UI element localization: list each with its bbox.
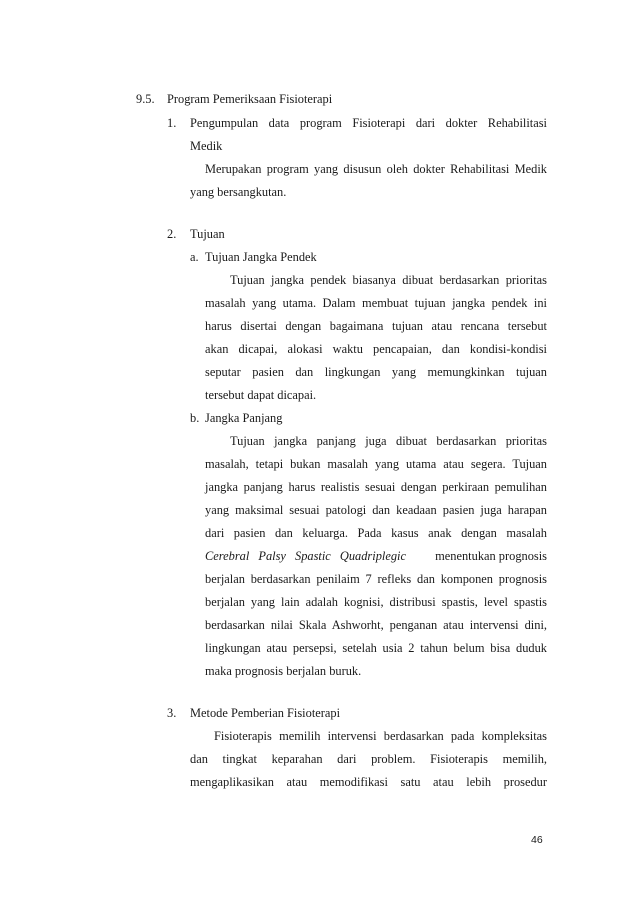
item3-para-line: Fisioterapis memilih intervensi berdasarkan pada kompleksitas bbox=[214, 729, 547, 743]
item2a-para-line: masalah yang utama. Dalam membuat tujuan jangka pendek ini bbox=[205, 296, 547, 310]
item3-para-line: mengaplikasikan atau memodifikasi satu atau lebih prosedur bbox=[190, 775, 547, 789]
item2b-para-line: dari pasien dan keluarga. Pada kasus anak dengan masalah bbox=[205, 526, 547, 540]
item2a-para-line: Tujuan jangka pendek biasanya dibuat berdasarkan prioritas bbox=[230, 273, 547, 287]
item2b-title: Jangka Panjang bbox=[205, 411, 283, 425]
item1-title-line1: Pengumpulan data program Fisioterapi dari dokter Rehabilitasi bbox=[190, 116, 547, 130]
page-number: 46 bbox=[531, 834, 543, 846]
item3-para-line: dan tingkat keparahan dari problem. Fisioterapis memilih, bbox=[190, 752, 547, 766]
item2b-para-line: masalah, tetapi bukan masalah yang utama atau segera. Tujuan bbox=[205, 457, 547, 471]
item2a-para-line: harus disertai dengan bagaimana tujuan atau rencana tersebut bbox=[205, 319, 547, 333]
item2-number: 2. bbox=[167, 227, 177, 241]
item1-title-line2: Medik bbox=[190, 139, 223, 153]
italic-term: Cerebral Palsy Spastic Quadriplegic bbox=[205, 549, 406, 563]
item3-title: Metode Pemberian Fisioterapi bbox=[190, 706, 341, 720]
item1-para-line: yang bersangkutan. bbox=[190, 185, 287, 199]
item2b-para-tail: menentukan prognosis bbox=[435, 549, 547, 563]
item2a-para-line: tersebut dapat dicapai. bbox=[205, 388, 317, 402]
item2b-para-line: berdasarkan nilai Skala Ashworht, penganan atau intervensi dini, bbox=[205, 618, 547, 632]
item2b-para-line: maka prognosis berjalan buruk. bbox=[205, 664, 362, 678]
item2b-para-line: lingkungan atau persepsi, setelah usia 2 tahun belum bisa duduk bbox=[205, 641, 547, 655]
item1-para-line: Merupakan program yang disusun oleh dokter Rehabilitasi Medik bbox=[205, 162, 547, 176]
item2b-para-line: Tujuan jangka panjang juga dibuat berdasarkan prioritas bbox=[230, 434, 547, 448]
item1-number: 1. bbox=[167, 116, 177, 130]
item2a-title: Tujuan Jangka Pendek bbox=[205, 250, 317, 264]
item2b-label: b. bbox=[190, 411, 200, 425]
section-title: Program Pemeriksaan Fisioterapi bbox=[167, 92, 333, 106]
item2-title: Tujuan bbox=[190, 227, 225, 241]
section-number: 9.5. bbox=[136, 92, 155, 106]
item2b-para-line: berjalan berdasarkan penilaim 7 refleks dan komponen prognosis bbox=[205, 572, 547, 586]
item2a-para-line: seputar pasien dan lingkungan yang memungkinkan tujuan bbox=[205, 365, 547, 379]
item2b-para-line: yang maksimal sesuai patologi dan keadaan pasien juga harapan bbox=[205, 503, 547, 517]
item3-number: 3. bbox=[167, 706, 177, 720]
item2a-para-line: akan dicapai, alokasi waktu pencapaian, dan kondisi-kondisi bbox=[205, 342, 547, 356]
item2b-para-line-mixed bbox=[205, 548, 547, 564]
item2b-para-line: berjalan yang lain adalah kognisi, distribusi spastis, level spastis bbox=[205, 595, 547, 609]
item2a-label: a. bbox=[190, 250, 199, 264]
item2b-para-line: jangka panjang harus realistis sesuai dengan perkiraan pemulihan bbox=[205, 480, 547, 494]
